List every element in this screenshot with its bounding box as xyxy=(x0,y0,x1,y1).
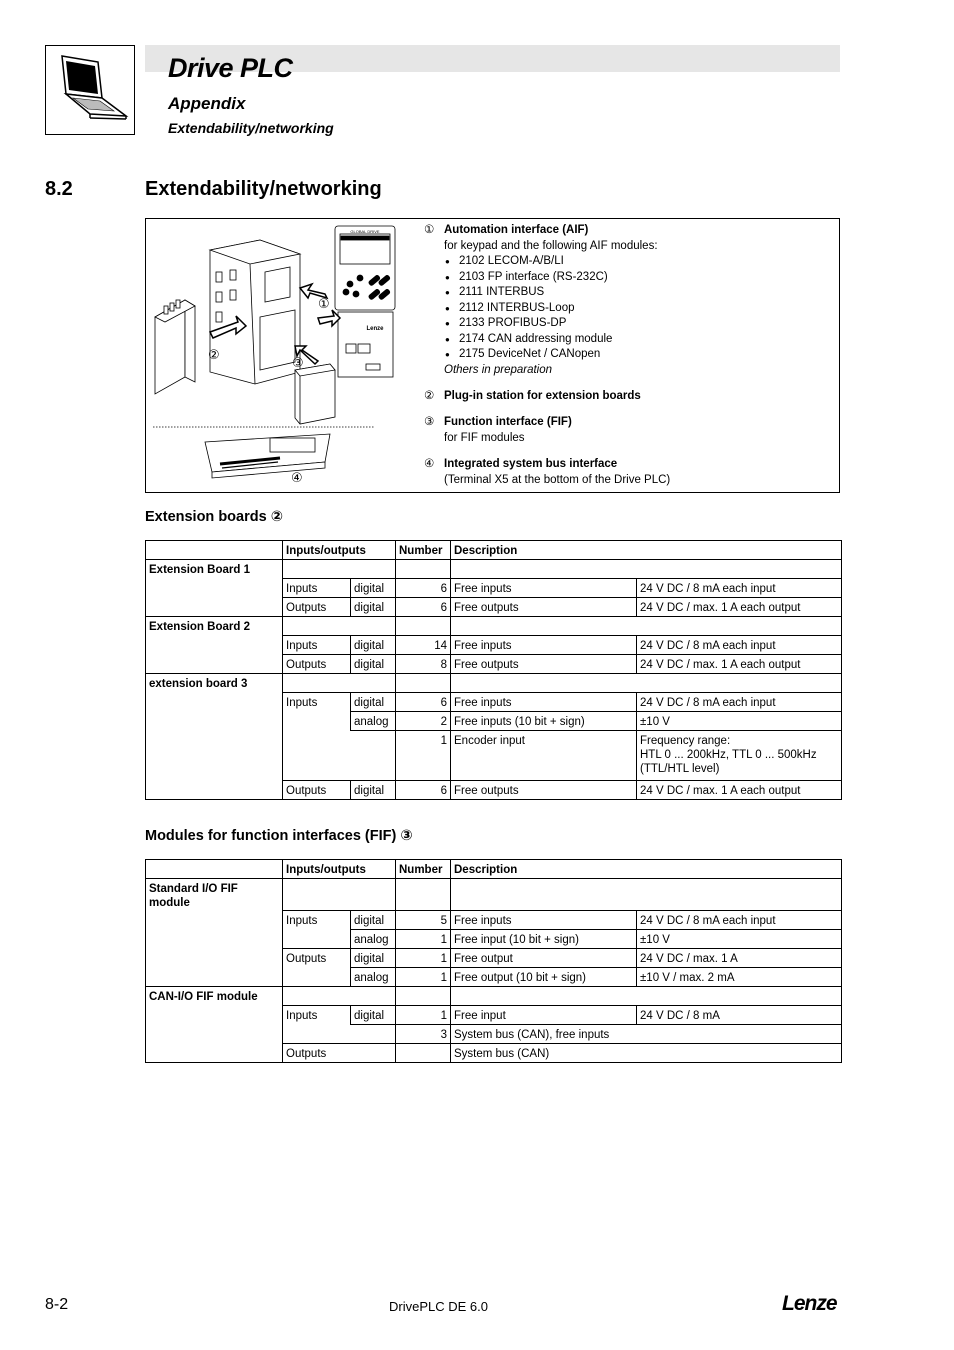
table-row xyxy=(146,674,842,693)
module-name: Standard I/O FIF module xyxy=(146,879,283,911)
aif-module-drawing xyxy=(338,312,393,377)
table-header-row xyxy=(146,860,842,879)
marker-3: ③ xyxy=(292,356,304,371)
extension-board-drawing xyxy=(155,300,195,394)
col-header: Inputs/outputs xyxy=(283,541,396,560)
legend-item-plugin-station xyxy=(424,389,834,405)
legend-item-aif xyxy=(424,223,834,383)
fif-module-drawing xyxy=(295,364,335,424)
table-row: Outputs System bus (CAN) xyxy=(146,1043,842,1062)
legend-number: ④ xyxy=(424,458,435,470)
extension-boards-heading: Extension boards ② xyxy=(145,509,283,525)
legend-item-fif xyxy=(424,415,834,447)
col-header: Number xyxy=(396,860,451,879)
drive-plc-illustration xyxy=(150,222,415,490)
table-row: Inputs digital 6 Free inputs 24 V DC / 8 mA each input xyxy=(146,693,842,712)
table-row: Inputs digital 5 Free inputs 24 V DC / 8 mA each input xyxy=(146,910,842,929)
legend-text: (Terminal X5 at the bottom of the Drive PLC) xyxy=(444,473,671,486)
lenze-logo: Lenze xyxy=(782,1292,837,1315)
document-title: Drive PLC xyxy=(168,53,293,83)
legend-item-system-bus xyxy=(424,457,834,489)
table-header-row xyxy=(146,541,842,560)
legend-title: Automation interface (AIF) xyxy=(444,224,589,236)
bottom-view-drawing xyxy=(205,434,330,478)
col-header: Description xyxy=(451,860,842,879)
board-name: Extension Board 2 xyxy=(146,617,283,636)
legend-text: for FIF modules xyxy=(444,431,525,444)
table-row: 1 Encoder input Frequency range: HTL 0 ... 200kHz, TTL 0 ... 500kHz (TTL/HTL level) xyxy=(146,731,842,781)
keypad-label: GLOBAL DRIVE xyxy=(350,229,380,234)
aif-module-list xyxy=(444,254,704,363)
list-item: ● 2112 INTERBUS-Loop xyxy=(444,301,704,317)
list-item: ● 2133 PROFIBUS-DP xyxy=(444,316,704,332)
marker-2: ② xyxy=(208,348,220,363)
chapter-title: Appendix xyxy=(168,94,246,113)
legend-text: for keypad and the following AIF modules: xyxy=(444,239,658,252)
table-row: analog 1 Free output (10 bit + sign) ±10 V / max. 2 mA xyxy=(146,967,842,986)
legend-title: Integrated system bus interface xyxy=(444,458,618,470)
keypad-drawing xyxy=(335,226,395,310)
table-row xyxy=(146,879,842,911)
table-row: analog 1 Free input (10 bit + sign) ±10 V xyxy=(146,929,842,948)
col-header: Number xyxy=(396,541,451,560)
table-row: Outputs digital 1 Free output 24 V DC / max. 1 A xyxy=(146,948,842,967)
list-item: ● 2111 INTERBUS xyxy=(444,285,704,301)
legend-number: ③ xyxy=(424,416,435,428)
table-row xyxy=(146,617,842,636)
laptop-icon xyxy=(46,46,134,134)
footer-document-id: DrivePLC DE 6.0 xyxy=(389,1299,488,1314)
table-row xyxy=(146,560,842,579)
table-row: Outputs digital 6 Free outputs 24 V DC / max. 1 A each output xyxy=(146,781,842,800)
list-item: ● 2174 CAN addressing module xyxy=(444,332,704,348)
table-row: Inputs digital 14 Free inputs 24 V DC / 8 mA each input xyxy=(146,636,842,655)
drive-body-drawing xyxy=(210,240,300,384)
extension-boards-table xyxy=(145,540,842,800)
encoder-frequency-cell: Frequency range: HTL 0 ... 200kHz, TTL 0 ... 500kHz (TTL/HTL level) xyxy=(637,731,842,781)
table-row: Outputs digital 8 Free outputs 24 V DC / max. 1 A each output xyxy=(146,655,842,674)
table-row: analog 2 Free inputs (10 bit + sign) ±10 V xyxy=(146,712,842,731)
subchapter-title: Extendability/networking xyxy=(168,120,334,136)
board-name: extension board 3 xyxy=(146,674,283,693)
marker-1: ① xyxy=(318,297,330,312)
fif-modules-heading: Modules for function interfaces (FIF) ③ xyxy=(145,828,413,844)
section-number: 8.2 xyxy=(45,178,73,200)
table-row: Inputs digital 6 Free inputs 24 V DC / 8 mA each input xyxy=(146,579,842,598)
legend-title: Plug-in station for extension boards xyxy=(444,390,641,402)
header-icon-box xyxy=(45,45,135,135)
page-number: 8-2 xyxy=(45,1296,69,1313)
legend-number: ② xyxy=(424,390,435,402)
fif-modules-table xyxy=(145,859,842,1063)
list-item: ● 2102 LECOM-A/B/LI xyxy=(444,254,704,270)
module-brand: Lenze xyxy=(366,326,384,332)
legend-note: Others in preparation xyxy=(444,363,553,376)
table-row xyxy=(146,986,842,1005)
legend-title: Function interface (FIF) xyxy=(444,416,572,428)
table-row: Outputs digital 6 Free outputs 24 V DC / max. 1 A each output xyxy=(146,598,842,617)
marker-4: ④ xyxy=(291,471,303,486)
module-name: CAN-I/O FIF module xyxy=(146,986,283,1005)
col-header: Inputs/outputs xyxy=(283,860,396,879)
board-name: Extension Board 1 xyxy=(146,560,283,579)
col-header: Description xyxy=(451,541,842,560)
list-item: ● 2175 DeviceNet / CANopen xyxy=(444,347,704,363)
section-title: Extendability/networking xyxy=(145,178,382,200)
table-row: Inputs digital 1 Free input 24 V DC / 8 mA xyxy=(146,1005,842,1024)
table-row: 3 System bus (CAN), free inputs xyxy=(146,1024,842,1043)
legend-number: ① xyxy=(424,224,435,236)
list-item: ● 2103 FP interface (RS-232C) xyxy=(444,270,704,286)
